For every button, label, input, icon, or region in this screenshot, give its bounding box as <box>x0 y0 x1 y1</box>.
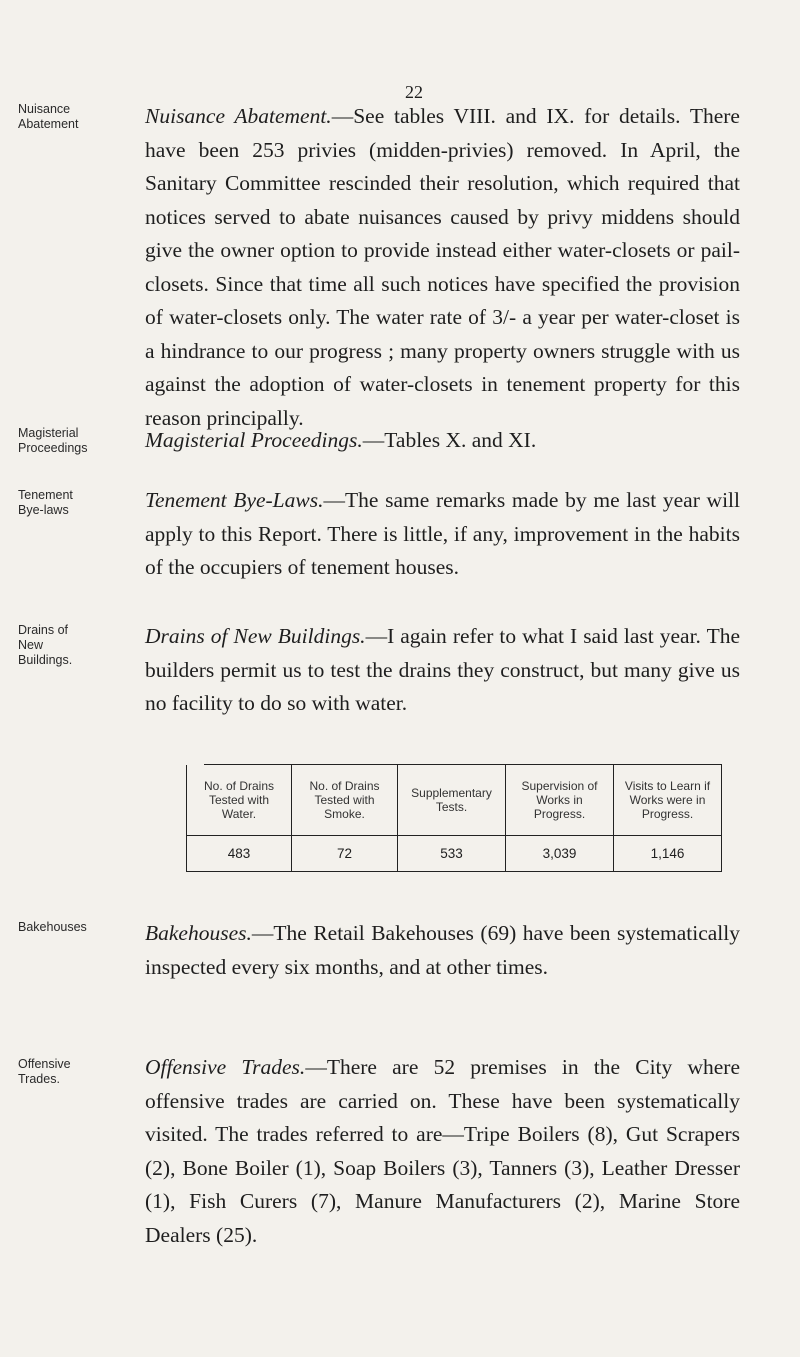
text-bakehouses: —The Retail Bakehouses (69) have been systematically inspected every six months, and at other times. <box>145 921 740 979</box>
heading-tenement-bye-laws: Tenement Bye-Laws. <box>145 488 324 512</box>
text-magisterial-proceedings: —Tables X. and XI. <box>362 428 537 452</box>
margin-note-offensive-trades: Offensive Trades. <box>18 1057 71 1086</box>
table-values-row <box>186 835 722 871</box>
heading-nuisance-abatement: Nuisance Abatement. <box>145 104 332 128</box>
value-cell-supervision: 3,039 <box>505 835 613 871</box>
drains-table <box>186 764 722 870</box>
header-cell-supervision: Supervision of Works in Progress. <box>505 765 613 835</box>
paragraph-tenement-bye-laws <box>145 484 740 585</box>
paragraph-bakehouses <box>145 917 740 984</box>
text-nuisance-abatement: —See tables VIII. and IX. for details. There have been 253 privies (midden-privies) removed. In April, the Sanitary Committee rescinded their resolution, which required that notices served to abate nuisances caused by privy middens should give the owner option to provide instead either water-closets or pail-closets. Since that time all such notices have specified the provision of water-closets only. The water rate of 3/- a year per water-closet is a hindrance to our progress ; many property owners struggle with us against the adoption of water-closets in tenement property for this reason principally. <box>145 104 740 430</box>
heading-offensive-trades: Offensive Trades. <box>145 1055 306 1079</box>
header-cell-water: No. of Drains Tested with Water. <box>186 765 291 835</box>
text-tenement-bye-laws: —The same remarks made by me last year will apply to this Report. There is little, if any, improvement in the habits of the occupiers of tenement houses. <box>145 488 740 579</box>
page-number: 22 <box>405 82 423 102</box>
paragraph-magisterial-proceedings <box>145 424 740 458</box>
paragraph-drains-new-buildings <box>145 620 740 721</box>
heading-bakehouses: Bakehouses. <box>145 921 252 945</box>
paragraph-offensive-trades <box>145 1051 740 1252</box>
margin-note-bakehouses: Bakehouses <box>18 920 87 934</box>
margin-note-drains-new-buildings: Drains of New Buildings. <box>18 623 73 667</box>
value-cell-visits: 1,146 <box>613 835 722 871</box>
value-cell-water: 483 <box>186 835 291 871</box>
paragraph-nuisance-abatement <box>145 100 740 435</box>
header-cell-visits: Visits to Learn if Works were in Progress. <box>613 765 722 835</box>
heading-magisterial-proceedings: Magisterial Proceedings. <box>145 428 363 452</box>
text-offensive-trades: —There are 52 premises in the City where offensive trades are carried on. These have been systematically visited. The trades referred to are—Tripe Boilers (8), Gut Scrapers (2), Bone Boiler (1), Soap Boilers (3), Tanners (3), Leather Dresser (1), Fish Curers (7), Manure Manufacturers (2), Marine Store Dealers (25). <box>145 1055 740 1247</box>
header-cell-smoke: No. of Drains Tested with Smoke. <box>291 765 397 835</box>
value-cell-supplementary: 533 <box>397 835 505 871</box>
text-drains-new-buildings: —I again refer to what I said last year. The builders permit us to test the drains they construct, but many give us no facility to do so with water. <box>145 624 740 715</box>
margin-note-magisterial-proceedings: Magisterial Proceedings <box>18 426 88 455</box>
margin-note-tenement-bye-laws: Tenement Bye-laws <box>18 488 73 517</box>
header-cell-supplementary: Supplementary Tests. <box>397 765 505 835</box>
table-bottom-rule <box>186 871 722 872</box>
heading-drains-new-buildings: Drains of New Buildings. <box>145 624 366 648</box>
table-header-row <box>186 765 722 835</box>
value-cell-smoke: 72 <box>291 835 397 871</box>
margin-note-nuisance-abatement: Nuisance Abatement <box>18 102 79 131</box>
